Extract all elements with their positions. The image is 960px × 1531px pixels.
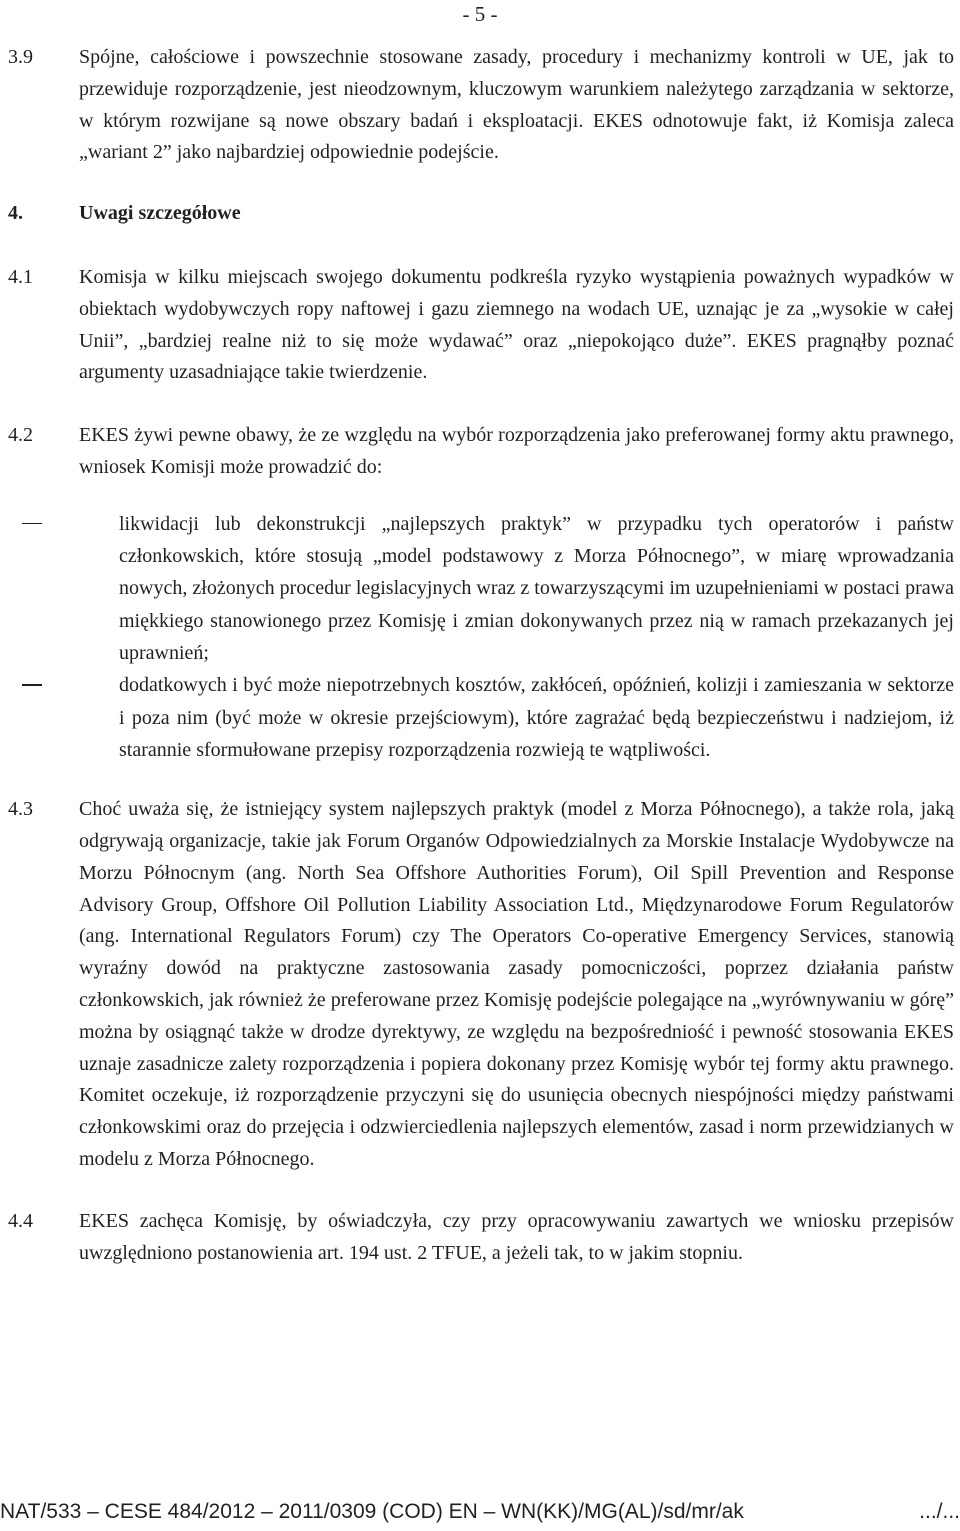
continuation-mark: .../...	[919, 1500, 960, 1523]
bullet-list	[8, 508, 954, 766]
document-body	[8, 42, 954, 1269]
dash-bullet-icon	[22, 523, 42, 525]
document-reference: NAT/533 – CESE 484/2012 – 2011/0309 (COD) EN – WN(KK)/MG(AL)/sd/mr/ak	[0, 1500, 744, 1523]
paragraph-text: Komisja w kilku miejscach swojego dokumentu podkreśla ryzyko wystąpienia poważnych wypadków w obiektach wydobywczych ropy naftowej i gazu ziemnego na wodach UE, uznając je za „wysokie w całej Unii”, „bardziej realne niż to się może wydawać” oraz „niepokojąco duże”. EKES pragnąłby poznać argumenty uzasadniające takie twierdzenie.	[79, 265, 954, 384]
page-footer	[0, 1500, 960, 1530]
paragraph-number: 4.1	[8, 265, 33, 288]
section-heading-4	[8, 198, 954, 230]
list-item	[8, 669, 954, 766]
paragraph-number: 4.4	[8, 1209, 33, 1232]
paragraph-text: EKES zachęca Komisję, by oświadczyła, czy przy opracowywaniu zawartych we wniosku przepisów uwzględniono postanowienia art. 194 ust. 2 TFUE, a jeżeli tak, to w jakim stopniu.	[79, 1209, 954, 1264]
paragraph-4-1	[8, 262, 954, 389]
paragraph-4-2	[8, 420, 954, 484]
paragraph-text: Choć uważa się, że istniejący system najlepszych praktyk (model z Morza Północnego), a także rola, jaką odgrywają organizacje, takie jak Forum Organów Odpowiedzialnych za Morskie Instalacje Wydobywcze na Morzu Północnym (ang. North Sea Offshore Authorities Forum), Oil Spill Prevention and Response Advisory Group, Offshore Oil Pollution Liability Association Ltd., Międzynarodowe Forum Regulatorów (ang. International Regulators Forum) czy The Operators Co-operative Emergency Services, stanowią wyraźny dowód na praktyczne zastosowania zasady pomocniczości, poprzez działania państw członkowskich, jak również że preferowane przez Komisję podejście polegające na „wyrównywaniu w górę” można by osiągnąć także w drodze dyrektywy, ze względu na bezpośredniość i pewność stosowania EKES uznaje zasadnicze zalety rozporządzenia i popiera dokonany przez Komisję wybór tej formy aktu prawnego. Komitet oczekuje, iż rozporządzenie przyczyni się do usunięcia obecnych niespójności między państwami członkowskimi oraz do przejęcia i odzwierciedlenia najlepszych elementów, zasad i norm przewidzianych w modelu z Morza Północnego.	[79, 798, 954, 1170]
dash-bullet-icon	[22, 684, 42, 686]
paragraph-text: EKES żywi pewne obawy, że ze względu na wybór rozporządzenia jako preferowanej formy aktu prawnego, wniosek Komisji może prowadzić do:	[79, 424, 954, 478]
paragraph-number: 3.9	[8, 46, 33, 68]
paragraph-3-9	[8, 42, 954, 169]
page-number: - 5 -	[462, 2, 498, 26]
paragraph-number: 4.2	[8, 424, 33, 447]
paragraph-number: 4.3	[8, 798, 33, 821]
paragraph-4-4	[8, 1206, 954, 1270]
list-item-text: dodatkowych i być może niepotrzebnych kosztów, zakłóceń, opóźnień, kolizji i zamieszania w sektorze i poza nim (być może w okresie przejściowym), które zagrażać będą bezpieczeństwu i nadziejom, iż starannie sformułowane przepisy rozporządzenia rozwieją te wątpliwości.	[119, 674, 954, 761]
section-number: 4.	[8, 202, 23, 225]
section-title: Uwagi szczegółowe	[79, 202, 241, 225]
paragraph-4-3	[8, 794, 954, 1176]
paragraph-text: Spójne, całościowe i powszechnie stosowane zasady, procedury i mechanizmy kontroli w UE, jak to przewiduje rozporządzenie, jest nieodzownym, kluczowym warunkiem należytego zarządzania w sektorze, w którym rozwijane są nowe obszary badań i eksploatacji. EKES odnotowuje fakt, iż Komisja zaleca „wariant 2” jako najbardziej odpowiednie podejście.	[79, 46, 954, 164]
list-item	[8, 508, 954, 669]
list-item-text: likwidacji lub dekonstrukcji „najlepszych praktyk” w przypadku tych operatorów i państw członkowskich, które stosują „model podstawowy z Morza Północnego”, w miarę wprowadzania nowych, złożonych procedur legislacyjnych wraz z towarzyszącymi im uzupełnieniami w postaci prawa miękkiego stanowionego przez Komisję i zmian dokonywanych przez nią w ramach przekazanych jej uprawnień;	[119, 512, 954, 664]
